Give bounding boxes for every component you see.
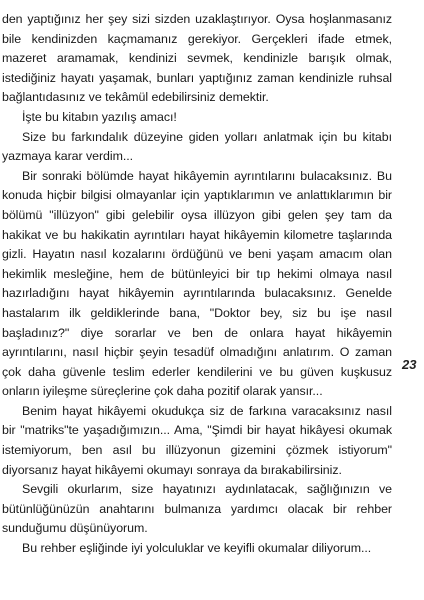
paragraph: Size bu farkındalık düzeyine giden yolları anlatmak için bu kitabı yazmaya karar verdim... xyxy=(2,129,392,164)
body-text xyxy=(2,10,392,559)
page-number: 23 xyxy=(402,357,417,372)
paragraph: Bu rehber eşliğinde iyi yolculuklar ve keyifli okumalar diliyorum... xyxy=(22,541,372,556)
paragraph: Benim hayat hikâyemi okudukça siz de farkına varacaksınız nasıl bir "matriks"te yaşadığımızın... Ama, "Şimdi bir hayat hikâyesi okumak istemiyorum, ben asıl bu illüzyonun gizemini çözmek istiyorum" diyorsanız hayat hikâyemi okumayı sonraya da bırakabilirsiniz. xyxy=(2,403,392,477)
paragraph: İşte bu kitabın yazılış amacı! xyxy=(22,109,177,124)
paragraph: den yaptığınız her şey sizi sizden uzaklaştırıyor. Oysa hoşlanmasanız bile kendinizden kaçmamanız gerekiyor. Gerçekleri ifade etmek, mazeret aramamak, kendinizi sevmek, kendinizle barışık olmak, istediğiniz hayatı yaşamak, bunları yaptığınız zaman kendinizle ruhsal bağlantıdasınız ve tekâmül edebilirsiniz demektir. xyxy=(2,12,392,105)
paragraph: Bir sonraki bölümde hayat hikâyemin ayrıntılarını bulacaksınız. Bu konuda hiçbir bilgisi olmayanlar için yaptıklarımın ve anlattıklarımın bir bölümü "illüzyon" gibi gelebilir oysa illüzyon gibi gelen şey tam da hakikat ve bu hakikatin ayrıntıları hayat hikâyemin kilometre taşlarında gizli. Hayatın nasıl kozalarını ördüğünü ve beni yaşam amacım olan hekimlik mesleğine, hem de bütünleyici bir tıp hekimi olmaya nasıl hazırladığını hayat hikâyemin ayrıntılarında bulacaksınız. Genelde hastalarım ilk geldiklerinde bana, "Doktor bey, siz bu işe nasıl başladınız?" diye sorarlar ve ben de onlara hayat hikâyemin ayrıntılarını, nasıl hiçbir şeyin tesadüf olmadığını anlatırım. O zaman çok daha güvenle teslim ederler kendilerini ve bu güven kuşkusuz onların iyileşme süreçlerine çok daha pozitif olarak yansır... xyxy=(2,168,392,399)
paragraph: Sevgili okurlarım, size hayatınızı aydınlatacak, sağlığınızın ve bütünlüğünüzün anahtarını bulmanıza yardımcı olacak bir rehber sunduğumu düşünüyorum. xyxy=(2,482,392,536)
